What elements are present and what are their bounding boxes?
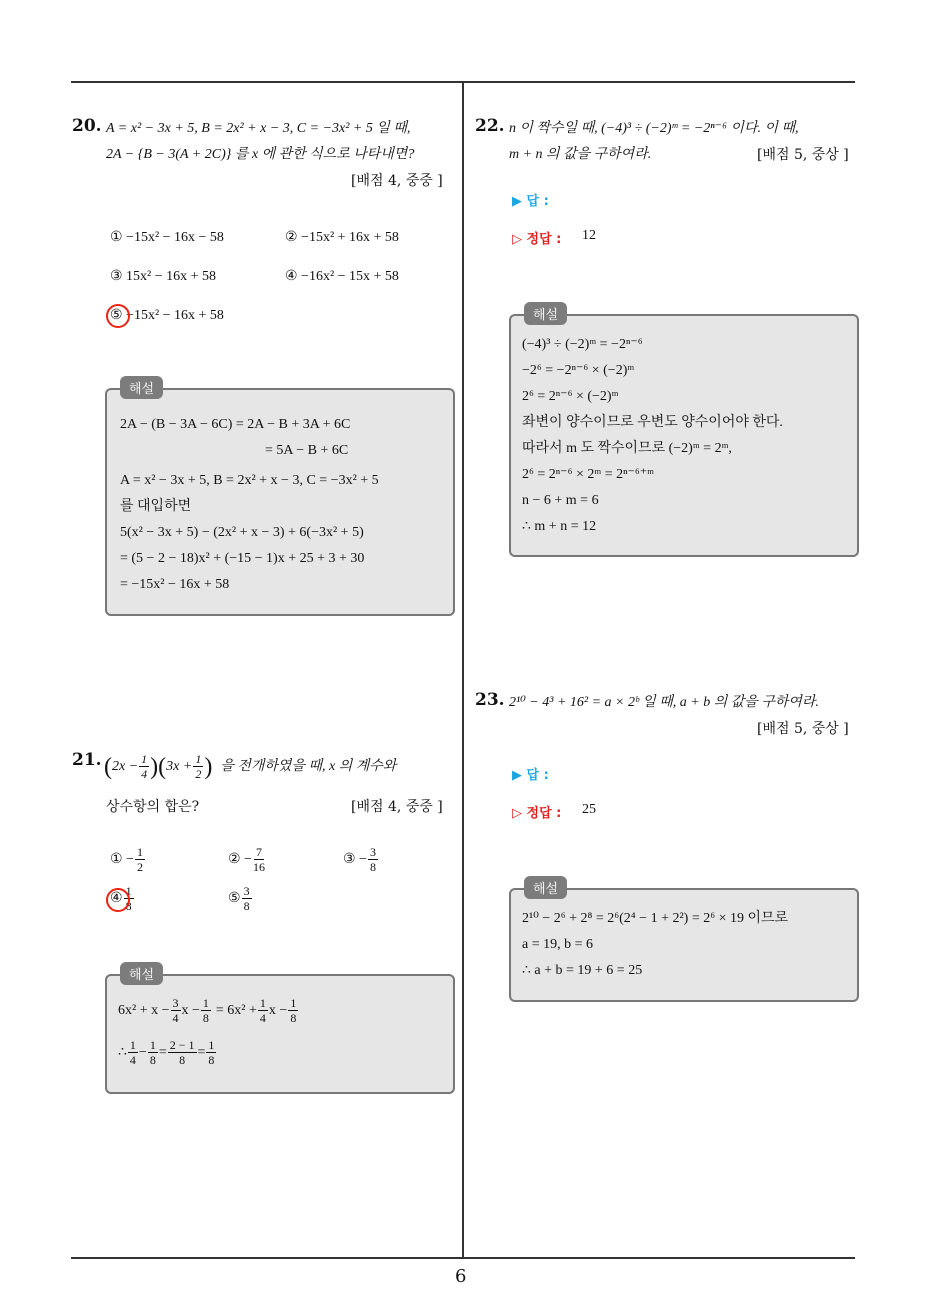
solution-tag: 해설 — [120, 962, 163, 985]
question-text-line2: m + n 의 값을 구하여라. — [509, 147, 652, 162]
question-number: 20. — [72, 116, 102, 136]
solution-box — [105, 974, 455, 1094]
column-divider — [462, 83, 464, 1258]
fraction: $\frac{1}{4}$ — [141, 752, 148, 781]
solution-line: 5(x² − 3x + 5) − (2x² + x − 3) + 6(−3x² + 5) — [120, 525, 364, 540]
choice-1[interactable]: ① −15x² − 16x − 58 — [110, 230, 224, 245]
question-expression: ( 2x − $\frac{1}{4}$ )( 3x + $\frac{1}{2}$ ) 을 전개하였을 때, x 의 계수와 — [104, 752, 397, 781]
choice-5[interactable]: ⑤ −15x² − 16x + 58 — [110, 308, 224, 323]
solution-line: ∴ m + n = 12 — [522, 519, 597, 534]
question-text-line1: 2¹⁰ − 4³ + 16² = a × 2ᵇ 일 때, a + b 의 값을 구하여라. — [509, 695, 819, 710]
solution-line: 따라서 m 도 짝수이므로 (−2)ᵐ = 2ᵐ, — [522, 441, 732, 456]
correct-answer-label: ▷ 정답 : — [512, 806, 562, 821]
question-text-line1: n 이 짝수일 때, (−4)³ ÷ (−2)ᵐ = −2ⁿ⁻⁶ 이다. 이 때, — [509, 121, 799, 136]
choice-2[interactable]: ② −15x² + 16x + 58 — [285, 230, 399, 245]
question-number: 22. — [475, 116, 505, 136]
fraction: $\frac{1}{2}$ — [195, 752, 202, 781]
correct-answer-label: ▷ 정답 : — [512, 232, 562, 247]
correct-answer-value: 25 — [582, 802, 596, 817]
solution-line: 2⁶ = 2ⁿ⁻⁶ × 2ᵐ = 2ⁿ⁻⁶⁺ᵐ — [522, 467, 655, 482]
answer-label: ▶ 답 : — [512, 768, 549, 783]
expr-part: 2x − — [112, 758, 139, 774]
solution-line: = −15x² − 16x + 58 — [120, 577, 230, 592]
choice-2[interactable]: ② − $\frac{7}{16}$ — [228, 845, 265, 874]
question-text-tail: 을 전개하였을 때, x 의 계수와 — [220, 758, 397, 774]
score-meta: [배점 4, 중중 ] — [351, 173, 443, 189]
question-number: 21. — [72, 750, 102, 770]
solution-line: a = 19, b = 6 — [522, 937, 594, 952]
solution-tag: 해설 — [524, 302, 567, 325]
page-number: 6 — [455, 1266, 467, 1287]
solution-line: 2¹⁰ − 2⁶ + 2⁸ = 2⁶(2⁴ − 1 + 2²) = 2⁶ × 19 이므로 — [522, 911, 789, 926]
solution-line: = (5 − 2 − 18)x² + (−15 − 1)x + 25 + 3 + 30 — [120, 551, 365, 566]
solution-line: ∴ $\frac{1}{4}$ − $\frac{1}{8}$ = $\frac{2 - 1}{8}$ = $\frac{1}{8}$ — [118, 1038, 215, 1067]
solution-line: A = x² − 3x + 5, B = 2x² + x − 3, C = −3x² + 5 — [120, 473, 379, 488]
solution-line: 2A − (B − 3A − 6C) = 2A − B + 3A + 6C — [120, 417, 351, 432]
choice-3[interactable]: ③ − $\frac{3}{8}$ — [343, 845, 376, 874]
choice-5[interactable]: ⑤ $\frac{3}{8}$ — [228, 884, 250, 913]
score-meta: [배점 4, 중중 ] — [351, 799, 443, 815]
solution-line: n − 6 + m = 6 — [522, 493, 599, 508]
solution-line: 2⁶ = 2ⁿ⁻⁶ × (−2)ᵐ — [522, 389, 619, 404]
bottom-rule — [71, 1257, 855, 1259]
choice-4[interactable]: ④ $\frac{1}{8}$ — [110, 884, 132, 913]
solution-tag: 해설 — [120, 376, 163, 399]
score-meta: [배점 5, 중상 ] — [757, 147, 849, 163]
choice-3[interactable]: ③ 15x² − 16x + 58 — [110, 269, 217, 284]
solution-line: (−4)³ ÷ (−2)ᵐ = −2ⁿ⁻⁶ — [522, 337, 643, 352]
solution-line: 좌변이 양수이므로 우변도 양수이어야 한다. — [522, 415, 783, 430]
choice-4[interactable]: ④ −16x² − 15x + 58 — [285, 269, 399, 284]
answer-mark-circle — [106, 304, 130, 328]
choice-1[interactable]: ① − $\frac{1}{2}$ — [110, 845, 143, 874]
expr-part: 3x + — [166, 758, 193, 774]
question-text-line2: 2A − {B − 3(A + 2C)} 를 x 에 관한 식으로 나타내면? — [106, 147, 415, 162]
solution-line: 를 대입하면 — [120, 499, 192, 514]
solution-tag: 해설 — [524, 876, 567, 899]
solution-line: −2⁶ = −2ⁿ⁻⁶ × (−2)ᵐ — [522, 363, 635, 378]
question-text-line2: 상수항의 합은? — [106, 799, 200, 815]
solution-line: 6x² + x − $\frac{3}{4}$ x − $\frac{1}{8}$ = 6x² + $\frac{1}{4}$ x − $\frac{1}{8}$ — [118, 996, 297, 1025]
correct-answer-value: 12 — [582, 228, 596, 243]
solution-line: = 5A − B + 6C — [265, 443, 349, 458]
question-number: 23. — [475, 690, 505, 710]
score-meta: [배점 5, 중상 ] — [757, 721, 849, 737]
answer-label: ▶ 답 : — [512, 194, 549, 209]
solution-line: ∴ a + b = 19 + 6 = 25 — [522, 963, 643, 978]
question-text-line1: A = x² − 3x + 5, B = 2x² + x − 3, C = −3x² + 5 일 때, — [106, 121, 411, 136]
answer-mark-circle — [106, 888, 130, 912]
